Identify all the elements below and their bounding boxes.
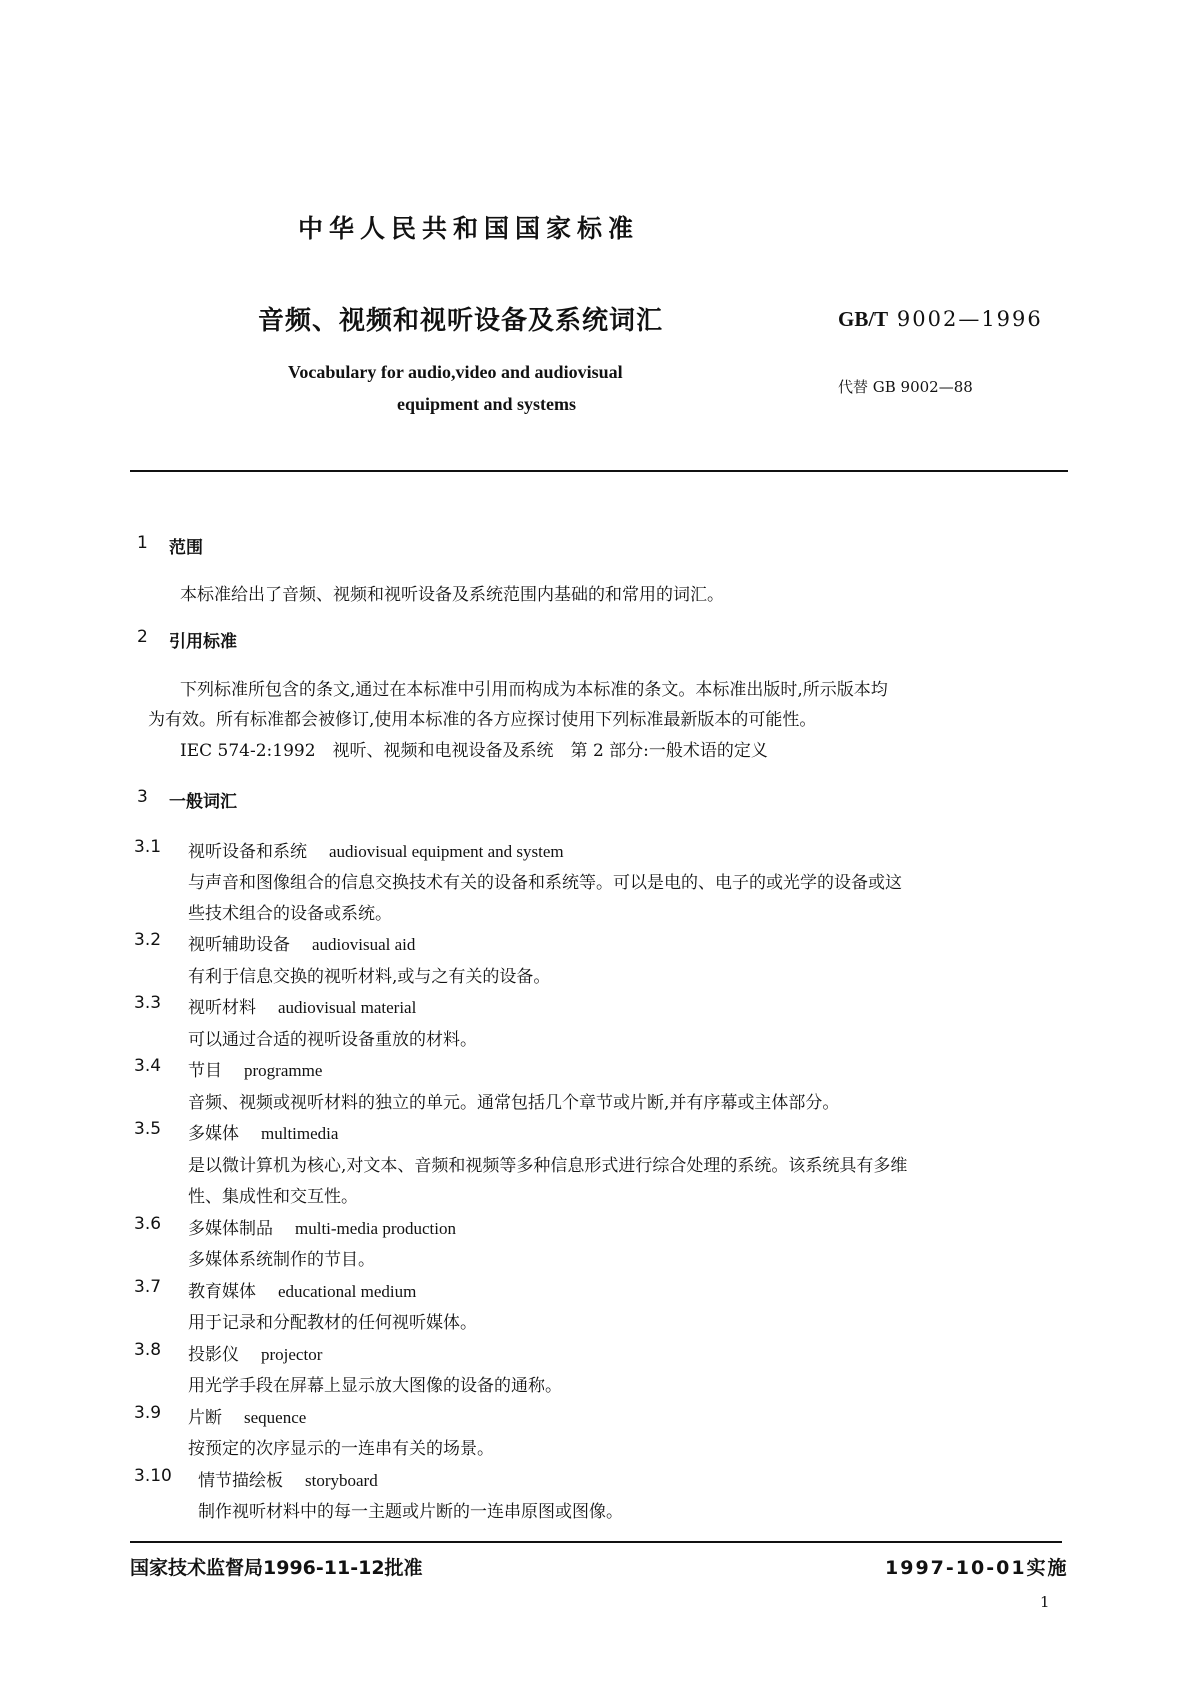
term-en: educational medium [278,1282,417,1301]
term-definition: 与声音和图像组合的信息交换技术有关的设备和系统等。可以是电的、电子的或光学的设备或这 [188,873,902,893]
term-definition: 可以通过合适的视听设备重放的材料。 [188,1030,477,1050]
document-title-en-line1: Vocabulary for audio,video and audiovisual [288,362,623,382]
term-definition: 用光学手段在屏幕上显示放大图像的设备的通称。 [188,1376,562,1396]
term-cn: 情节描绘板 [198,1471,283,1491]
term-cn: 片断 [188,1408,222,1428]
term-en: audiovisual equipment and system [329,842,564,861]
document-title-cn: 音频、视频和视听设备及系统词汇 [258,306,664,336]
standard-number-prefix: GB/T [838,307,889,331]
term-heading [188,1119,338,1144]
section-1-title: 范围 [169,538,203,558]
term-heading [188,930,415,955]
term-en: multi-media production [295,1219,456,1238]
term-definition: 按预定的次序显示的一连串有关的场景。 [188,1439,494,1459]
term-heading [188,1340,322,1365]
footer-divider [130,1541,1062,1543]
term-definition: 有利于信息交换的视听材料,或与之有关的设备。 [188,967,551,987]
approval-line: 国家技术监督局1996-11-12批准 [130,1557,423,1579]
term-number: 3.5 [134,1119,162,1139]
term-heading [188,1277,416,1302]
term-definition: 些技术组合的设备或系统。 [188,904,392,924]
term-cn: 节目 [188,1061,222,1081]
document-title-en-line2: equipment and systems [397,394,577,414]
term-cn: 视听材料 [188,998,256,1018]
term-number: 3.9 [134,1403,162,1423]
term-number: 3.1 [134,837,162,857]
term-en: storyboard [305,1471,378,1490]
standard-number-value: 9002—1996 [896,307,1043,331]
section-2-reference: IEC 574-2:1992 视听、视频和电视设备及系统 第 2 部分:一般术语的定义 [180,741,768,761]
section-3-number: 3 [137,787,148,807]
term-definition: 性、集成性和交互性。 [188,1187,358,1207]
effective-date: 1997-10-01实施 [885,1557,1069,1579]
standard-number [838,307,1043,332]
page-number: 1 [1040,1593,1050,1611]
term-heading [188,1056,322,1081]
term-en: projector [261,1345,323,1364]
header-divider [130,470,1068,472]
term-definition: 是以微计算机为核心,对文本、音频和视频等多种信息形式进行综合处理的系统。该系统具有多维 [188,1156,908,1176]
term-definition: 制作视听材料中的每一主题或片断的一连串原图或图像。 [198,1502,623,1522]
term-heading [188,837,564,862]
term-heading [198,1466,378,1491]
term-cn: 教育媒体 [188,1282,256,1302]
term-definition: 音频、视频或视听材料的独立的单元。通常包括几个章节或片断,并有序幕或主体部分。 [188,1093,840,1113]
term-cn: 视听设备和系统 [188,842,307,862]
term-number: 3.7 [134,1277,162,1297]
section-2-title: 引用标准 [169,632,237,652]
term-number: 3.2 [134,930,162,950]
term-definition: 多媒体系统制作的节目。 [188,1250,375,1270]
term-number: 3.8 [134,1340,162,1360]
term-heading [188,1403,306,1428]
term-number: 3.10 [134,1466,172,1486]
section-2-text-line2: 为有效。所有标准都会被修订,使用本标准的各方应探讨使用下列标准最新版本的可能性。 [148,710,817,730]
term-heading [188,1214,456,1239]
replaces-note: 代替 GB 9002—88 [838,378,973,396]
term-cn: 投影仪 [188,1345,239,1365]
section-1-text: 本标准给出了音频、视频和视听设备及系统范围内基础的和常用的词汇。 [180,585,724,605]
term-number: 3.6 [134,1214,162,1234]
section-1-number: 1 [137,533,148,553]
term-number: 3.4 [134,1056,162,1076]
term-cn: 视听辅助设备 [188,935,290,955]
term-en: audiovisual aid [312,935,416,954]
national-standard-heading: 中华人民共和国国家标准 [298,214,640,243]
term-cn: 多媒体制品 [188,1219,273,1239]
term-en: programme [244,1061,323,1080]
term-definition: 用于记录和分配教材的任何视听媒体。 [188,1313,477,1333]
section-2-number: 2 [137,627,148,647]
term-en: sequence [244,1408,307,1427]
section-3-title: 一般词汇 [169,792,237,812]
term-en: multimedia [261,1124,339,1143]
term-number: 3.3 [134,993,162,1013]
term-en: audiovisual material [278,998,417,1017]
section-2-text-line1: 下列标准所包含的条文,通过在本标准中引用而构成为本标准的条文。本标准出版时,所示版本均 [180,680,888,700]
term-heading [188,993,416,1018]
term-cn: 多媒体 [188,1124,239,1144]
